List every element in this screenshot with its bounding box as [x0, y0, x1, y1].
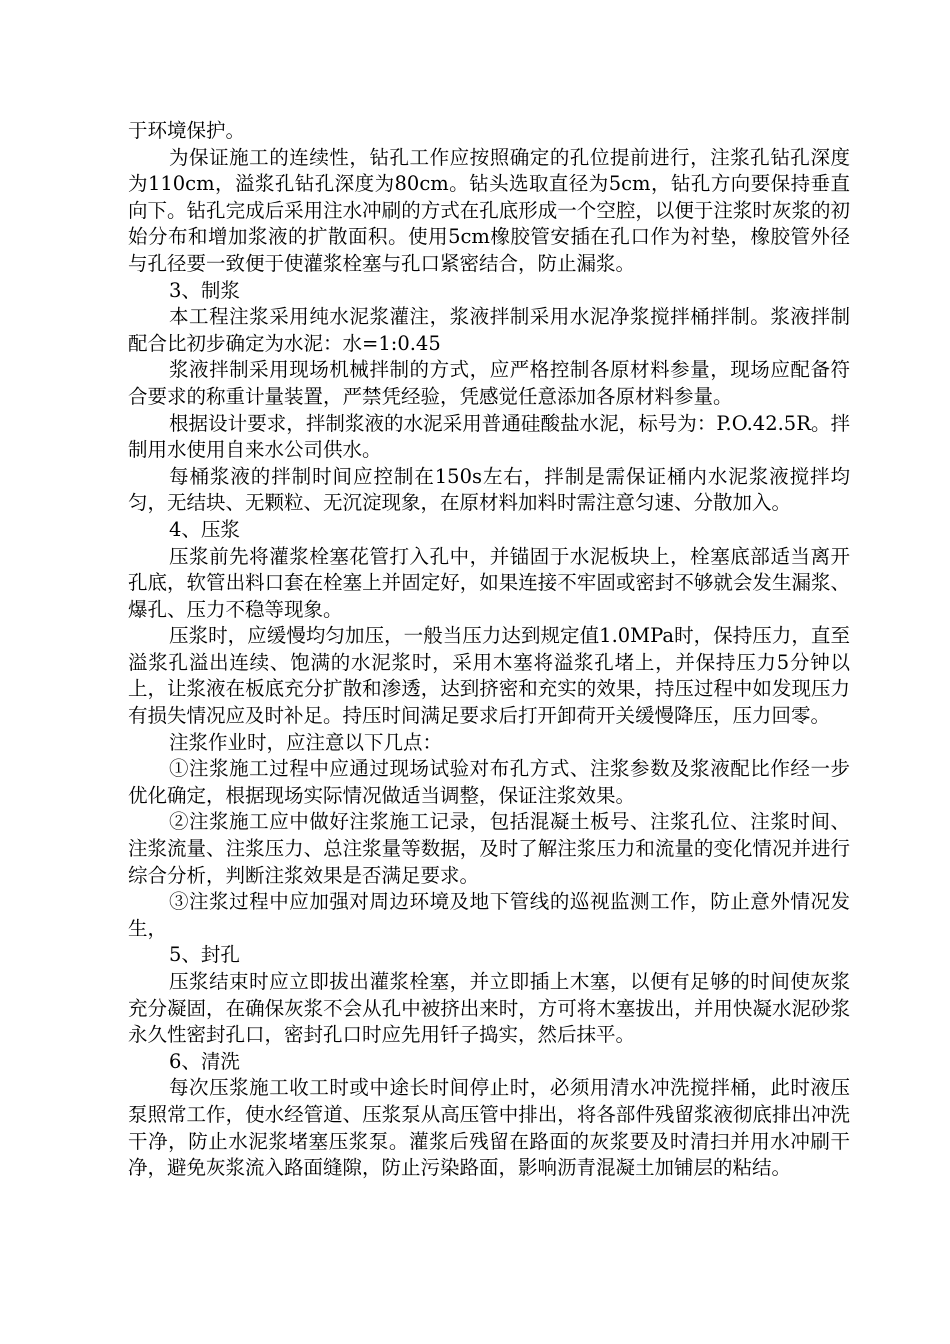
document-body	[128, 118, 850, 1182]
paragraph-cleaning: 每次压浆施工收工时或中途长时间停止时，必须用清水冲洗搅拌桶，此时液压泵照常工作，使水经管道、压浆泵从高压管中排出，将各部件残留浆液彻底排出冲洗干净，防止水泥浆堵塞压浆泵。灌浆后残留在路面的灰浆要及时清扫并用水冲刷干净，避免灰浆流入路面缝隙，防止污染路面，影响沥青混凝土加铺层的粘结。	[128, 1076, 850, 1180]
paragraph-note-2: ②注浆施工应中做好注浆施工记录，包括混凝土板号、注浆孔位、注浆时间、注浆流量、注浆压力、总注浆量等数据，及时了解注浆压力和流量的变化情况并进行综合分析，判断注浆效果是否满足要求。	[128, 810, 850, 887]
section-heading-grouting: 4、压浆	[169, 517, 240, 541]
paragraph-pressure: 压浆时，应缓慢均匀加压，一般当压力达到规定值1.0MPa时，保持压力，直至溢浆孔溢出连续、饱满的水泥浆时，采用木塞将溢浆孔堵上，并保持压力5分钟以上，让浆液在板底充分扩散和渗透，达到挤密和充实的效果，持压过程中如发现压力有损失情况应及时补足。持压时间满足要求后打开卸荷开关缓慢降压，压力回零。	[128, 624, 850, 728]
section-heading-sealing: 5、封孔	[169, 943, 240, 967]
paragraph-mechanical-mixing: 浆液拌制采用现场机械拌制的方式，应严格控制各原材料参量，现场应配备符合要求的称重计量装置，严禁凭经验，凭感觉任意添加各原材料参量。	[128, 358, 850, 408]
section-heading-grout-mixing: 3、制浆	[169, 278, 240, 302]
paragraph-sealing: 压浆结束时应立即拔出灌浆栓塞，并立即插上木塞，以便有足够的时间使灰浆充分凝固，在确保灰浆不会从孔中被挤出来时，方可将木塞拔出，并用快凝水泥砂浆永久性密封孔口，密封孔口时应先用钎子捣实，然后抹平。	[128, 970, 850, 1047]
section-heading-cleaning: 6、清洗	[169, 1049, 240, 1073]
paragraph-mix-ratio: 本工程注浆采用纯水泥浆灌注，浆液拌制采用水泥净浆搅拌桶拌制。浆液拌制配合比初步确定为水泥：水=1:0.45	[128, 305, 850, 355]
paragraph-note-3: ③注浆过程中应加强对周边环境及地下管线的巡视监测工作，防止意外情况发生，	[128, 890, 850, 940]
paragraph-continuation: 于环境保护。	[128, 119, 246, 142]
paragraph-notes-intro: 注浆作业时，应注意以下几点：	[169, 730, 443, 754]
paragraph-mixing-time: 每桶浆液的拌制时间应控制在150s左右，拌制是需保证桶内水泥浆液搅拌均匀，无结块、无颗粒、无沉淀现象，在原材料加料时需注意匀速、分散加入。	[128, 464, 850, 515]
paragraph-note-1: ①注浆施工过程中应通过现场试验对布孔方式、注浆参数及浆液配比作经一步优化确定，根据现场实际情况做适当调整，保证注浆效果。	[128, 757, 850, 807]
paragraph-cement-spec: 根据设计要求，拌制浆液的水泥采用普通硅酸盐水泥，标号为：P.O.42.5R。拌制用水使用自来水公司供水。	[128, 411, 850, 462]
paragraph-drilling: 为保证施工的连续性，钻孔工作应按照确定的孔位提前进行，注浆孔钻孔深度为110cm，溢浆孔钻孔深度为80cm。钻头选取直径为5cm，钻孔方向要保持垂直向下。钻孔完成后采用注水冲刷的方式在孔底形成一个空腔，以便于注浆时灰浆的初始分布和增加浆液的扩散面积。使用5cm橡胶管安插在孔口作为衬垫，橡胶管外径与孔径要一致便于使灌浆栓塞与孔口紧密结合，防止漏浆。	[128, 145, 850, 275]
paragraph-plug-install: 压浆前先将灌浆栓塞花管打入孔中，并锚固于水泥板块上，栓塞底部适当离开孔底，软管出料口套在栓塞上并固定好，如果连接不牢固或密封不够就会发生漏浆、爆孔、压力不稳等现象。	[128, 544, 850, 621]
